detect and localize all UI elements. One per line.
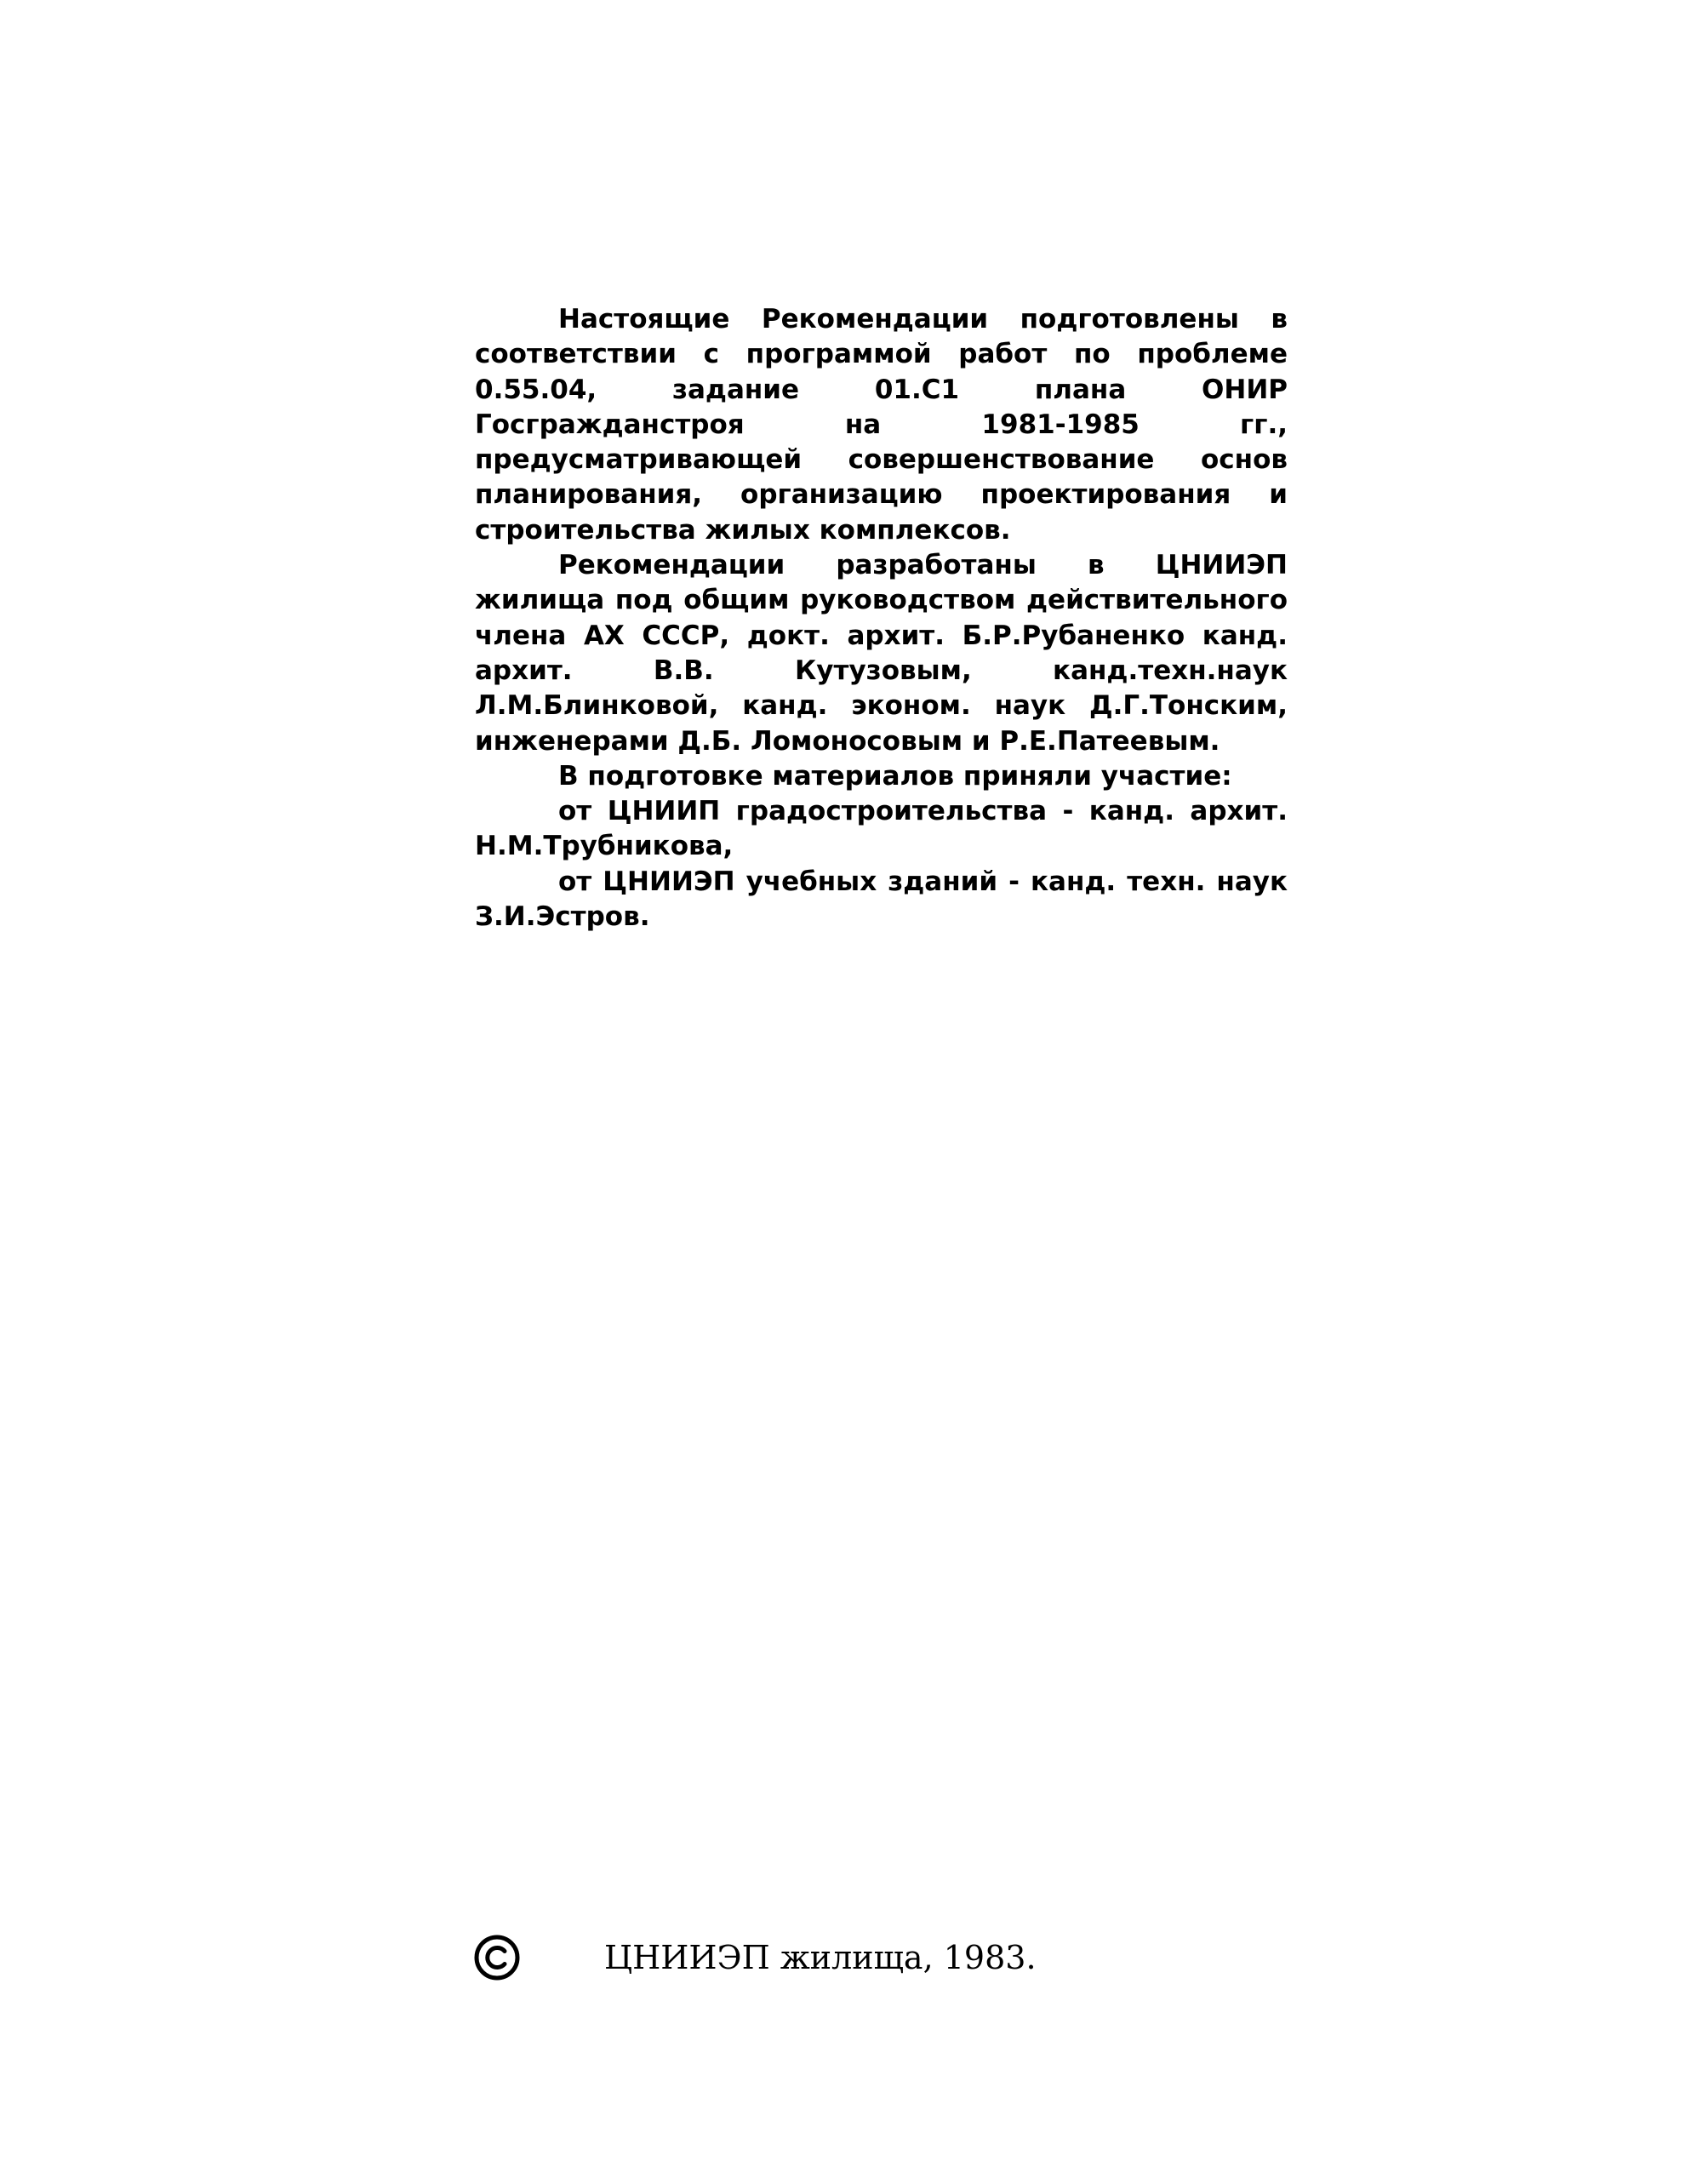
copyright-line bbox=[473, 1932, 1037, 1983]
copyright-text: ЦНИИЭП жилища, 1983. bbox=[604, 1939, 1037, 1976]
paragraph-participants: В подготовке материалов приняли участие: bbox=[558, 760, 1232, 792]
copyright-icon bbox=[473, 1934, 521, 1981]
intro-text-block bbox=[475, 302, 1288, 935]
paragraph-authors: Рекомендации разработаны в ЦНИИЭП жилища под общим руководством действительного члена АХ СССР, докт. архит. Б.Р.Рубаненко канд. архит. В.В. Кутузовым, канд.техн.наук Л.М.Блинковой, канд. эконом. наук Д.Г.Тонским, инженерами Д.Б. Ломоносовым и Р.Е.Патеевым. bbox=[475, 550, 1288, 757]
paragraph-participant-2: от ЦНИИЭП учебных зданий - канд. техн. наук З.И.Эстров. bbox=[475, 866, 1288, 933]
paragraph-program: Настоящие Рекомендации подготовлены в соответствии с программой работ по проблеме 0.55.04, задание 01.С1 плана ОНИР Госгражданстроя на 1981-1985 гг., предусматривающей совершенствование основ планирования, организацию проектирования и строительства жилых комплексов. bbox=[475, 304, 1288, 546]
paragraph-participant-1: от ЦНИИП градостроительства - канд. архит. Н.М.Трубникова, bbox=[475, 796, 1288, 862]
